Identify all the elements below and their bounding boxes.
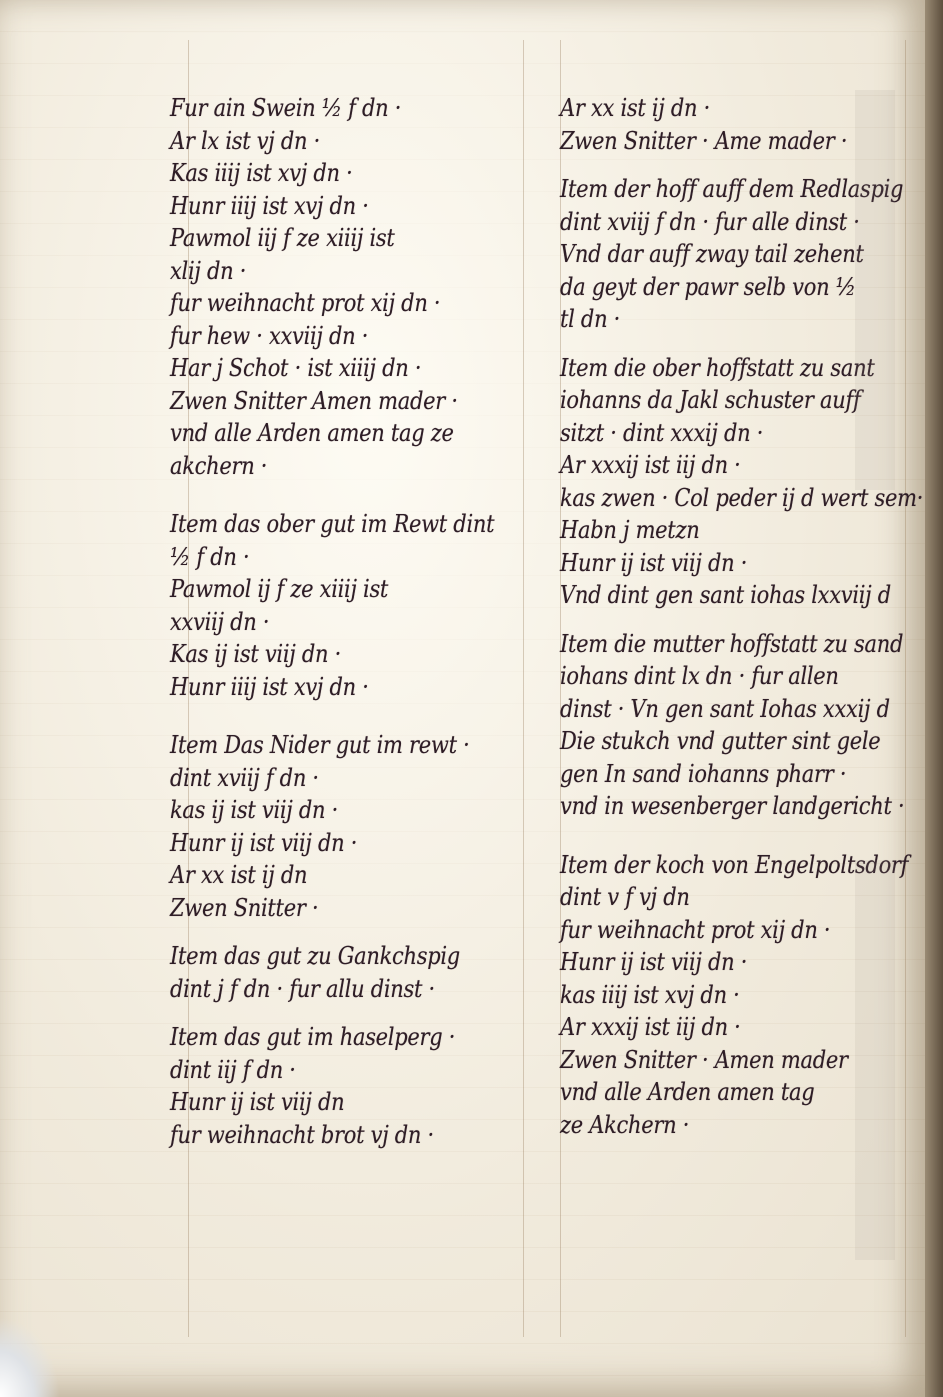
text-line: Hunr iiij ist xvj dn ·: [170, 191, 369, 220]
text-line: vnd alle Arden amen tag ze: [170, 419, 454, 447]
text-line: vnd alle Arden amen tag: [560, 1078, 815, 1106]
text-line: da geyt der pawr selb von ½: [560, 272, 856, 301]
text-line: Item die ober hoffstatt zu sant: [560, 353, 875, 382]
text-line: Item der hoff auff dem Redlaspig: [560, 175, 904, 203]
text-line: Ar lx ist vj dn ·: [170, 126, 320, 155]
text-line: iohans dint lx dn · fur allen: [560, 662, 839, 690]
page-edge: [925, 0, 943, 1397]
text-line: dinst · Vn gen sant Iohas xxxij d: [560, 694, 890, 723]
text-line: kas zwen · Col peder ij d wert sem·: [560, 483, 924, 512]
text-line: Vnd dint gen sant iohas lxxviij d: [560, 581, 891, 609]
text-line: Die stukch vnd gutter sint gele: [560, 727, 881, 755]
text-line: Habn j metzn: [560, 516, 700, 544]
text-line: Hunr ij ist viij dn ·: [560, 548, 748, 577]
text-line: Pawmol iij f ze xiiij ist: [170, 224, 395, 252]
text-line: Kas ij ist viij dn ·: [170, 640, 341, 668]
text-line: Ar xx ist ij dn ·: [560, 94, 710, 122]
text-line: Ar xx ist ij dn: [170, 861, 308, 889]
text-line: Hunr ij ist viij dn ·: [560, 948, 748, 976]
text-line: Zwen Snitter · Ame mader ·: [560, 126, 848, 155]
text-line: Vnd dar auff zway tail zehent: [560, 240, 864, 268]
text-line: dint j f dn · fur allu dinst ·: [170, 974, 435, 1003]
text-line: Ar xxxij ist iij dn ·: [560, 1013, 741, 1041]
text-line: xxviij dn ·: [170, 607, 270, 636]
text-line: Hunr ij ist viij dn: [170, 1088, 345, 1116]
text-line: Zwen Snitter ·: [170, 893, 319, 922]
text-line: fur weihnacht prot xij dn ·: [170, 289, 441, 317]
text-line: xlij dn ·: [170, 256, 247, 285]
text-line: fur hew · xxviij dn ·: [170, 321, 369, 350]
text-line: ze Akchern ·: [560, 1110, 690, 1139]
text-line: Har j Schot · ist xiiij dn ·: [170, 354, 422, 382]
text-line: Hunr ij ist viij dn ·: [170, 828, 358, 857]
text-line: kas iiij ist xvj dn ·: [560, 980, 740, 1009]
text-line: Item die mutter hoffstatt zu sand: [560, 629, 904, 658]
text-line: Kas iiij ist xvj dn ·: [170, 159, 353, 187]
text-line: kas ij ist viij dn ·: [170, 796, 339, 824]
text-line: Zwen Snitter Amen mader ·: [170, 386, 458, 415]
text-line: Item Das Nider gut im rewt ·: [170, 731, 470, 759]
text-line: Item der koch von Engelpoltsdorf: [560, 850, 909, 879]
corner-shadow: [0, 1317, 60, 1397]
text-line: ½ f dn ·: [170, 542, 250, 571]
text-line: tl dn ·: [560, 305, 621, 333]
text-line: Item das gut zu Gankchspig: [170, 942, 460, 970]
text-line: vnd in wesenberger landgericht ·: [560, 792, 905, 820]
text-line: dint xviij f dn ·: [170, 763, 319, 792]
text-line: Ar xxxij ist iij dn ·: [560, 451, 741, 479]
text-line: Item das ober gut im Rewt dint: [170, 510, 495, 538]
show-through: [855, 860, 895, 1260]
text-line: dint xviij f dn · fur alle dinst ·: [560, 207, 860, 236]
entry: [170, 729, 530, 924]
text-line: fur weihnacht prot xij dn ·: [560, 915, 831, 944]
text-line: fur weihnacht brot vj dn ·: [170, 1120, 434, 1149]
text-line: iohanns da Jakl schuster auff: [560, 386, 861, 414]
left-column: [170, 92, 530, 1151]
entry: [170, 92, 530, 482]
entry: [170, 508, 530, 703]
text-line: dint v f vj dn: [560, 883, 690, 911]
entry: [170, 1021, 530, 1151]
text-line: Item das gut im haselperg ·: [170, 1023, 456, 1051]
show-through: [855, 90, 895, 490]
text-line: dint iij f dn ·: [170, 1055, 296, 1084]
text-line: Hunr iiij ist xvj dn ·: [170, 672, 369, 701]
text-line: Zwen Snitter · Amen mader: [560, 1045, 848, 1074]
entry: [560, 628, 915, 823]
text-line: sitzt · dint xxxij dn ·: [560, 418, 764, 447]
text-line: Pawmol ij f ze xiiij ist: [170, 575, 389, 603]
text-line: akchern ·: [170, 451, 268, 480]
text-line: Fur ain Swein ½ f dn ·: [170, 94, 402, 122]
text-line: gen In sand iohanns pharr ·: [560, 759, 847, 788]
entry: [170, 940, 530, 1005]
